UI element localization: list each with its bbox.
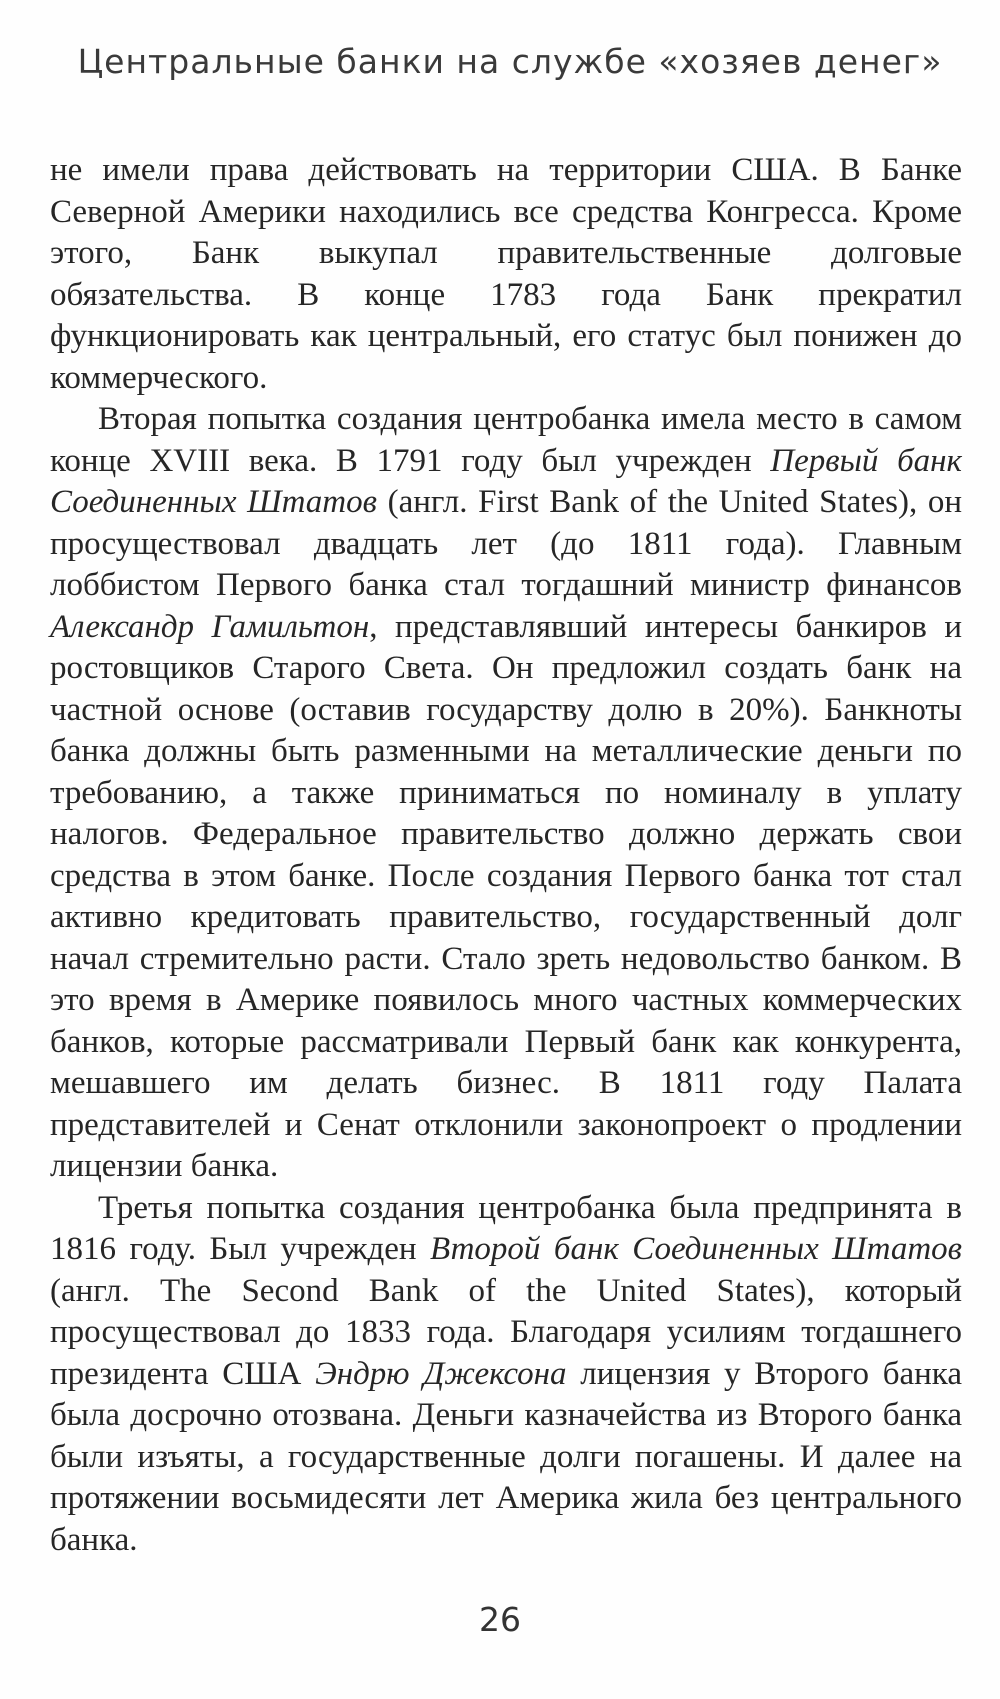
text-segment: (англ. The Second Bank of the United States), который просуществовал до 1833 года. Благодаря усилиям тогдашнего президента США <box>50 1272 962 1392</box>
italic-name-hamilton: Александр Гамильтон <box>50 608 370 645</box>
paragraph-first-bank <box>50 399 962 1188</box>
paragraph-second-bank <box>50 1188 962 1562</box>
text-segment: не имели права действовать на территории США. В Банке Северной Америки находились все средства Конгресса. Кроме этого, Банк выкупал правительственные долговые обязательства. В конце 1783 года Банк прекратил функционировать как центральный, его статус был понижен до коммерческого. <box>50 152 962 396</box>
page-number: 26 <box>479 1600 521 1639</box>
italic-term-second-bank: Второй банк Соединенных Штатов <box>430 1231 962 1267</box>
paragraph-continued <box>50 150 962 399</box>
text-segment: лицензия у Второго банка была досрочно отозвана. Деньги казначейства из Второго банка были изъяты, а государственные долги погашены. И далее на протяжении восьмидесяти лет Америка жила без центрального банка. <box>50 1355 962 1558</box>
body-text <box>50 150 962 1561</box>
text-segment: (англ. First Bank of the United States), он просуществовал двадцать лет (до 1811 года). Главным лоббистом Первого банка стал тогдашний министр финансов <box>50 484 962 603</box>
text-segment: Вторая попытка создания центробанка имела место в самом конце XVIII века. В 1791 году был учрежден <box>50 401 962 479</box>
italic-name-jackson: Эндрю Джексона <box>315 1355 567 1392</box>
running-head-title: Центральные банки на службе «хозяев денег» <box>77 42 943 81</box>
text-segment: Третья попытка создания центробанка была предпринята в 1816 году. Был учрежден <box>50 1189 962 1267</box>
text-segment: , представлявший интересы банкиров и ростовщиков Старого Света. Он предложил создать банк на частной основе (оставив государству долю в 20%). Банкноты банка должны быть разменными на металлические деньги по требованию, а также приниматься по номиналу в уплату налогов. Федеральное правительство должно держать свои средства в этом банке. После создания Первого банка тот стал активно кредитовать правительство, государственный долг начал стремительно расти. Стало зреть недовольство банком. В это время в Америке появилось много частных коммерческих банков, которые рассматривали Первый банк как конкурента, мешавшего им делать бизнес. В 1811 году Палата представителей и Сенат отклонили законопроект о продлении лицензии банка. <box>50 608 962 1184</box>
italic-term-first-bank: Первый банк Соединенных Штатов <box>50 442 962 520</box>
